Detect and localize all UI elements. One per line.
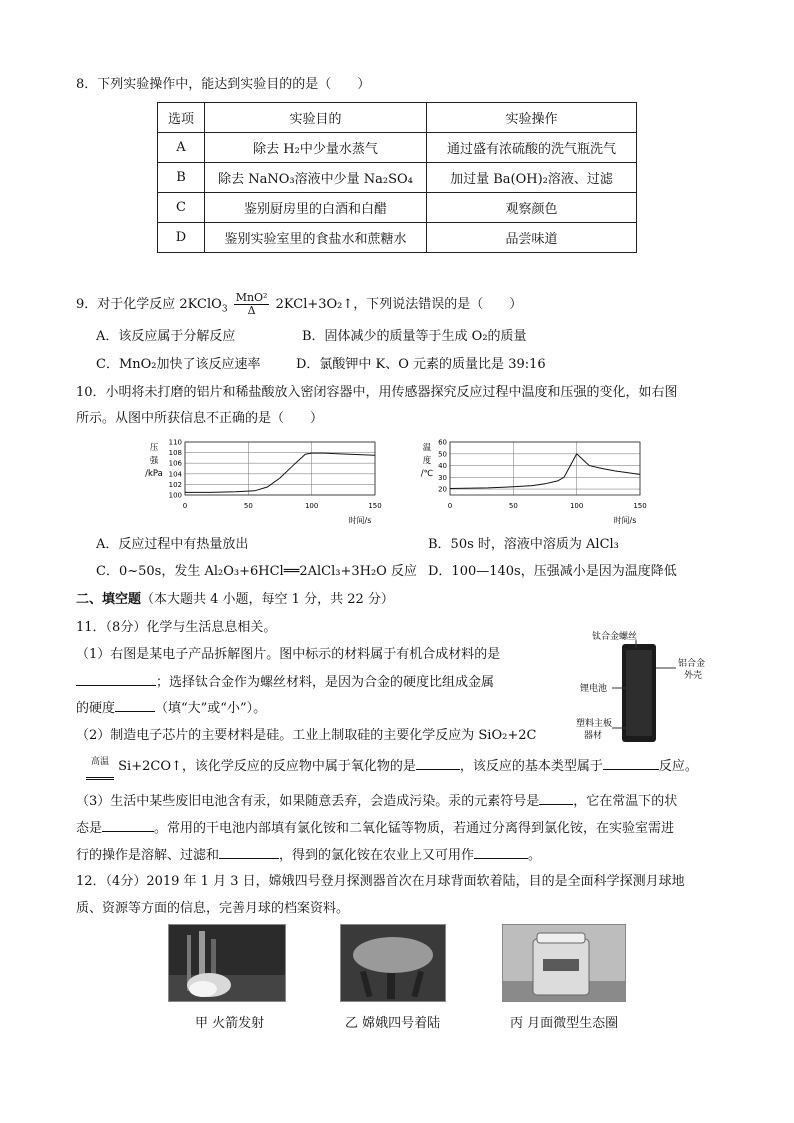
q11-p1b: ；选择钛合金作为螺丝材料，是因为合金的硬度比组成金属 (156, 675, 495, 690)
x-tick-label: 150 (633, 502, 647, 510)
q10-line1: 10．小明将未打磨的铝片和稀盐酸放入密闭容器中，用传感器探究反应过程中温度和压强的变化，如右图 (76, 385, 678, 400)
y-tick-label: 20 (438, 485, 447, 494)
y-axis-label: 度 (422, 456, 432, 466)
plot-frame (185, 442, 375, 495)
q11-p3e: 行的操作是溶解、过滤和 (76, 848, 220, 863)
high-temp-label: 高温 (90, 757, 109, 767)
q11-p3a: （3）生活中某些废旧电池含有汞，如果随意丢弃，会造成污染。汞的元素符号是 (76, 794, 540, 809)
q11-p2d: 反应。 (658, 759, 698, 774)
answer-blank[interactable] (76, 673, 156, 686)
section-heading (76, 591, 394, 609)
phone-teardown-figure (576, 630, 726, 748)
y-axis-label: 温 (422, 443, 432, 453)
y-tick-label: 100 (168, 491, 182, 500)
reaction-condition (234, 292, 270, 317)
q10-option-d: D．100—140s，压强减小是因为温度降低 (428, 564, 677, 579)
q11-p1d: （填“大”或“小”）。 (155, 701, 267, 716)
table-cell: C (158, 193, 205, 223)
q12-line1: 12．（4分）2019 年 1 月 3 日，嫦娥四号登月探测器首次在月球背面软着陆，目的是全面科学探测月球地 (76, 874, 685, 889)
table-row (158, 193, 637, 223)
equals-sign (86, 767, 114, 780)
rocket-launch-photo (168, 924, 286, 1002)
y-tick-label: 40 (438, 462, 447, 471)
q11-p2b: Si+2CO↑，该化学反应的反应物中属于氧化物的是 (118, 759, 416, 774)
q9-prefix: 9．对于化学反应 2KClO (76, 297, 222, 312)
q10-option-c: C．0~50s，发生 Al₂O₃+6HCl══2AlCl₃+3H₂O 反应 (96, 564, 417, 579)
table-cell: 观察颜色 (427, 193, 637, 223)
table-cell: 加过量 Ba(OH)₂溶液、过滤 (427, 163, 637, 193)
q11-p2-line (86, 754, 698, 780)
photo-caption: 甲 火箭发射 (195, 1016, 265, 1031)
y-tick-label: 30 (438, 473, 447, 482)
y-tick-label: 110 (168, 438, 182, 447)
heat-symbol: Δ (247, 304, 256, 317)
x-tick-label: 0 (447, 502, 453, 510)
series-line (185, 453, 375, 492)
table-header: 实验操作 (427, 103, 637, 133)
table-cell: 通过盛有浓硫酸的洗气瓶洗气 (427, 133, 637, 163)
table-row (158, 163, 637, 193)
label-shell: 铝合金 (678, 659, 706, 669)
y-axis-label: /kPa (145, 469, 163, 479)
label-screw: 钛合金螺丝 (592, 632, 638, 642)
section-title: 二、填空题 (76, 592, 142, 607)
table-row (158, 133, 637, 163)
q11-p3-line2 (76, 819, 674, 838)
table-cell: 品尝味道 (427, 223, 637, 253)
q10-option-b: B．50s 时，溶液中溶质为 AlCl₃ (428, 537, 619, 552)
table-cell: A (158, 133, 205, 163)
q11-p3b: ，它在常温下的状 (573, 794, 678, 809)
table-cell: 除去 NaNO₃溶液中少量 Na₂SO₄ (205, 163, 427, 193)
section-note: （本大题共 4 小题，每空 1 分，共 22 分） (141, 592, 394, 607)
y-tick-label: 50 (438, 450, 447, 459)
q9-subscript: 3 (221, 304, 228, 315)
q11-p1c-line (76, 699, 266, 718)
micro-ecosystem-photo (502, 924, 626, 1002)
q9-option-a: A．该反应属于分解反应 (96, 329, 236, 344)
q11-p2a: （2）制造电子芯片的主要材料是硅。工业上制取硅的主要化学反应为 SiO₂+2C (76, 728, 537, 743)
phone-battery (626, 650, 652, 736)
photo-caption: 丙 月面微型生态圈 (510, 1016, 619, 1031)
answer-blank[interactable] (102, 819, 154, 832)
x-tick-label: 100 (304, 502, 319, 510)
q8-stem: 8．下列实验操作中，能达到实验目的的是（ ） (76, 77, 371, 92)
table-row (158, 223, 637, 253)
y-tick-label: 104 (168, 470, 182, 479)
y-axis-label: /℃ (420, 469, 434, 479)
answer-blank[interactable] (115, 699, 155, 712)
y-tick-label: 108 (168, 449, 182, 458)
label-shell: 外壳 (684, 671, 703, 681)
table-header: 选项 (158, 103, 205, 133)
q12-line2: 质、资源等方面的信息，完善月球的档案资料。 (76, 901, 350, 916)
q11-p1c: 的硬度 (76, 701, 116, 716)
plot-frame (450, 442, 640, 495)
series-line (450, 454, 640, 489)
y-tick-label: 60 (438, 438, 447, 447)
x-tick-label: 50 (508, 502, 518, 510)
q9-suffix: 2KCl+3O₂↑，下列说法错误的是（ ） (275, 297, 523, 312)
x-axis-label: 时间/s (613, 516, 637, 525)
q11-head: 11．（8分）化学与生活息息相关。 (76, 620, 277, 635)
q9-stem (76, 290, 522, 325)
x-axis-label: 时间/s (348, 516, 372, 525)
x-tick-label: 150 (368, 502, 382, 510)
y-tick-label: 106 (168, 459, 182, 468)
q9-option-c: C．MnO₂加快了该反应速率 (96, 357, 261, 372)
q11-p2c: ，该反应的基本类型属于 (459, 759, 603, 774)
q8-table (157, 102, 637, 253)
q11-p3f: ，得到的氯化铵在农业上又可用作 (279, 848, 475, 863)
answer-blank[interactable] (539, 792, 573, 805)
answer-blank[interactable] (416, 757, 460, 770)
photo-caption: 乙 嫦娥四号着陆 (345, 1016, 441, 1031)
table-header-row (158, 103, 637, 133)
q11-p3-line3 (76, 846, 541, 865)
q10-option-a: A．反应过程中有热量放出 (96, 537, 249, 552)
x-tick-label: 0 (182, 502, 188, 510)
lander-photo (340, 924, 446, 1002)
y-tick-label: 102 (168, 480, 182, 489)
y-axis-label: 强 (149, 456, 159, 466)
q11-p1a: （1）右图是某电子产品拆解图片。图中标示的材料属于有机合成材料的是 (76, 647, 501, 662)
label-board: 塑料主板 (576, 719, 613, 729)
answer-blank[interactable] (219, 846, 279, 859)
q11-p3d: 。常用的干电池内部填有氯化铵和二氧化锰等物质，若通过分离得到氯化铵，在实验室需进 (154, 821, 675, 836)
table-cell: 鉴别厨房里的白酒和白醋 (205, 193, 427, 223)
x-tick-label: 50 (243, 502, 253, 510)
answer-blank[interactable] (603, 757, 659, 770)
x-tick-label: 100 (569, 502, 584, 510)
reaction-condition (86, 757, 114, 780)
y-axis-label: 压 (149, 443, 159, 453)
q11-p1b-line (76, 673, 494, 692)
q11-p3-line1 (76, 792, 677, 811)
pressure-chart (140, 434, 390, 530)
q11-p3g: 。 (528, 848, 542, 863)
q11-p3c: 态是 (76, 821, 103, 836)
temperature-chart (405, 434, 655, 530)
answer-blank[interactable] (474, 846, 528, 859)
table-cell: 鉴别实验室里的食盐水和蔗糖水 (205, 223, 427, 253)
table-cell: D (158, 223, 205, 253)
q9-option-d: D．氯酸钾中 K、O 元素的质量比是 39:16 (296, 357, 546, 372)
catalyst-label: MnO² (235, 291, 268, 304)
label-board: 器材 (584, 731, 603, 741)
q9-option-b: B．固体减少的质量等于生成 O₂的质量 (302, 329, 527, 344)
table-cell: B (158, 163, 205, 193)
table-header: 实验目的 (205, 103, 427, 133)
q10-line2: 所示。从图中所获信息不正确的是（ ） (76, 411, 324, 426)
label-battery: 锂电池 (580, 684, 608, 694)
table-cell: 除去 H₂中少量水蒸气 (205, 133, 427, 163)
